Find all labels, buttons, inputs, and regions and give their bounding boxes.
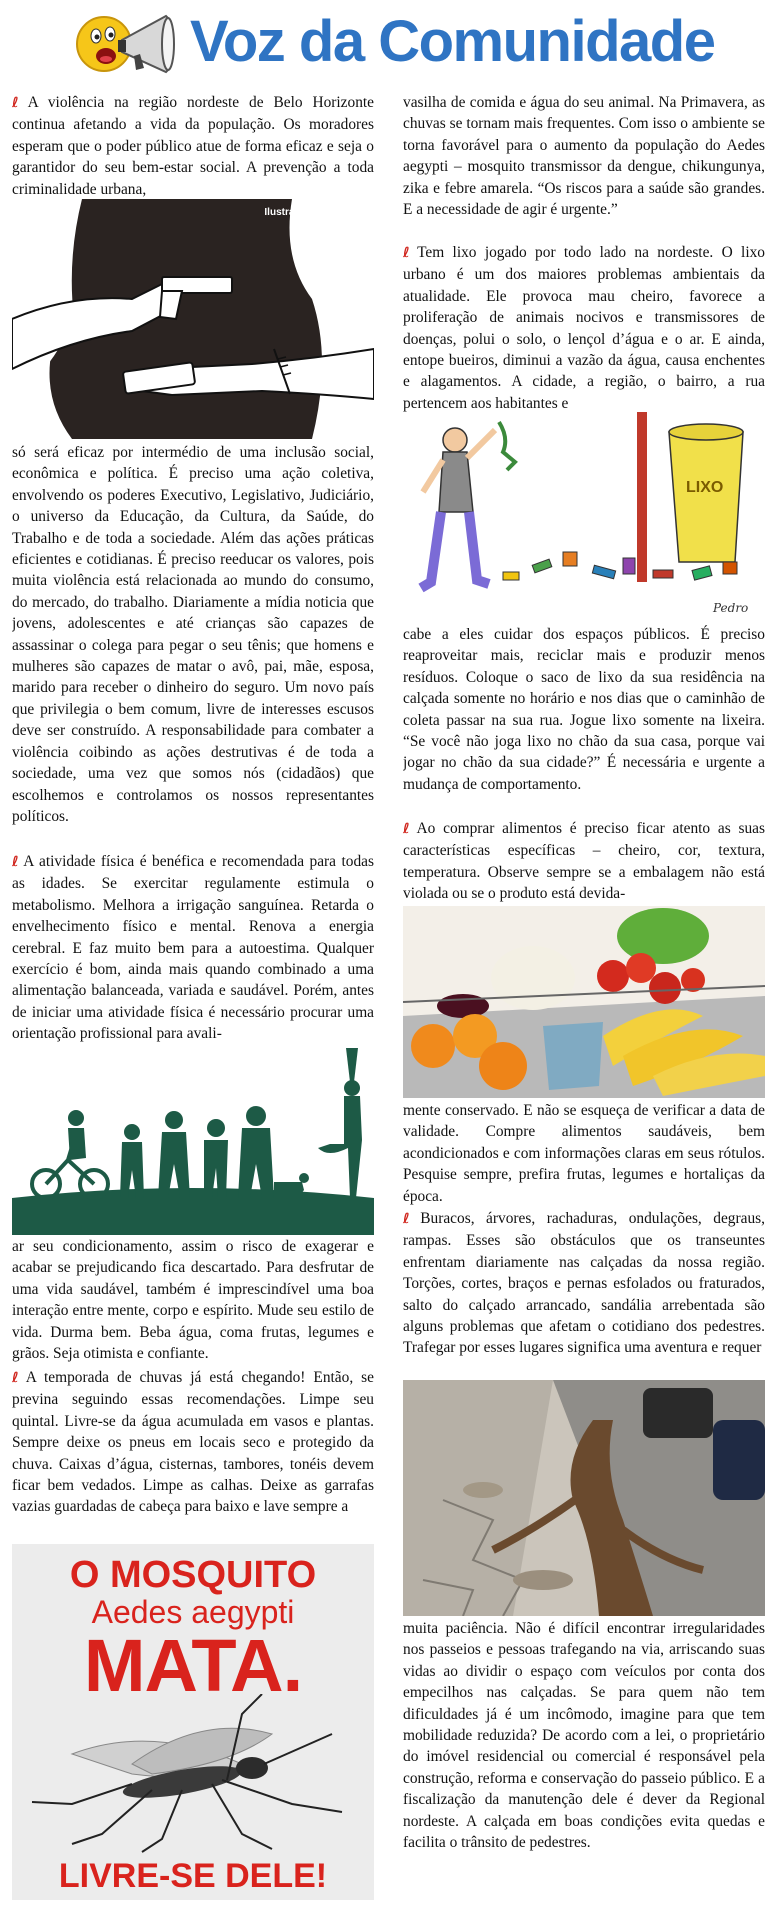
pen-bullet-icon: ℓ: [403, 1211, 418, 1227]
pen-bullet-icon: ℓ: [403, 821, 414, 837]
sidewalk-paragraph-1: ℓ Buracos, árvores, rachaduras, ondulações, degraus, rampas. Esses são obstáculos que os transeuntes enfrentam diariamente nas calçadas da nossa região. Torções, cortes, braços e pernas esfolados ou fraturados, salto do calçado arrancado, sandália arrebentada são alguns problemas que afetam o cotidiano dos pedestres. Trafegar por esses lugares significa uma aventura e requer: [403, 1210, 765, 1357]
mosquito-drawing: [12, 1694, 374, 1854]
masthead-title: Voz da Comunidade: [190, 9, 715, 74]
damaged-sidewalk-image: [403, 1380, 765, 1616]
exercise-paragraph-2: ar seu condicionamento, assim o risco de exagerar e acabar se prejudicando fica descartado. Para desfrutar de uma vida saudável, também é imprescindível uma boa interação entre mente, corpo e espírito. Mude seu estilo de vida. Durma bem. Beba água, coma frutas, legumes e grãos. Seja otimista e confiante.: [12, 1238, 374, 1363]
sidewalk-photo: [403, 1380, 765, 1616]
pen-bullet-icon: ℓ: [403, 245, 415, 261]
food-paragraph-1: ℓ Ao comprar alimentos é preciso ficar atento as suas características específicas – cheiro, cor, textura, temperatura. Observe sempre se a embalagem não está violada ou se o produto está devida-: [403, 820, 765, 903]
trash-illustration: [403, 412, 765, 622]
sidewalk-paragraph-2: muita paciência. Não é difícil encontrar irregularidades nos passeios e pessoas trafegando na via, arriscando suas vidas ao dividir o espaço com veículos por conta dos empecilhos nas calçadas. Se para quem não tem dificuldades já é um incômodo, imagine para que tem mobilidade reduzida? De acordo com a lei, o proprietário do imóvel residencial ou comercial é responsável pela construção, reforma e conservação do passeio público. E a fiscalização da manutenção dele é dever da Regional nordeste. A calçada em boas condições evita quedas e facilita o trânsito de pedestres.: [403, 1620, 765, 1852]
poster-line-1: O MOSQUITO: [69, 1554, 317, 1596]
trash-bin-label: LIXO: [686, 479, 724, 496]
exercise-illustration: [12, 1048, 374, 1235]
violence-illustration: [12, 199, 374, 439]
mosquito-poster: [12, 1544, 374, 1900]
poster-line-4: LIVRE-SE DELE!: [58, 1857, 328, 1895]
pen-bullet-icon: ℓ: [12, 854, 21, 870]
masthead: [0, 0, 783, 86]
trash-signature: Pedro: [713, 601, 749, 615]
megaphone-face-icon: [74, 6, 178, 78]
fruit-basket-image: [403, 906, 765, 1098]
exercise-paragraph-1: ℓ A atividade física é benéfica e recomendada para todas as idades. Se exercitar regulamente estimula o metabolismo. Melhora a irrigação sanguínea. Retarda o envelhecimento físico e mental. Renova a energia cerebral. E faz muito bem para a autoestima. Qualquer exercício é bom, ainda mais quando combinado a uma alimentação balanceada, variada e saudável. Porém, antes de iniciar uma atividade física é necessário procurar uma orientação profissional para avali-: [12, 853, 374, 1043]
littering-drawing: [403, 412, 765, 622]
violence-paragraph-1: ℓ A violência na região nordeste de Belo Horizonte continua afetando a vida da população. Os moradores esperam que o poder público atue de forma eficaz e seja o garantidor do seu bem-estar social. A prevenção a toda criminalidade urbana,: [12, 94, 374, 198]
pen-bullet-icon: ℓ: [12, 1370, 23, 1386]
armed-robbery-drawing: [12, 199, 374, 439]
pen-bullet-icon: ℓ: [12, 95, 25, 111]
violence-paragraph-2: só será eficaz por intermédio de uma inclusão social, econômica e política. É preciso uma ação coletiva, envolvendo os poderes Executivo, Legislativo, Judiciário, o universo da Educação, da Cultura, da Saúde, do Trabalho e de toda a sociedade. Além das ações práticas eficientes e cotidianas. É preciso reeducar os valores, pois muita violência está relacionada ao mundo do consumo, do mercado, do trabalho. Diariamente a mídia noticia que jovens, adolescentes e até crianças são capazes de assassinar o colega para pegar o seu tênis; que homens e mulheres são capazes de matar o avô, pai, mãe, esposa, marido para receber o dinheiro do seguro. Um novo país que privilegia o bem comum, livre de interesses escusos deve ser construído. A responsabilidade para combater a violência coibindo as ações destrutivas é de toda a sociedade, uma vez que somos nós (cidadãos) que escolhemos e controlamos os nossos representantes políticos.: [12, 444, 374, 825]
poster-line-3: MATA.: [83, 1624, 303, 1707]
rain-paragraph-1: ℓ A temporada de chuvas já está chegando! Então, se previna seguindo essas recomendações. Limpe seu quintal. Livre-se da água acumulada em vasos e plantas. Sempre deixe os pneus em locais seco e protegido da chuva. Caixas d’água, cisternas, tambores, tonéis devem ficar bem vedados. Limpe as calhas. Deixe as garrafas vazias guardadas de cabeça para baixo e lave sempre a: [12, 1369, 374, 1516]
image-credit: Ilustrações: Internet: [264, 207, 360, 218]
poster-line-2: Aedes aegypti: [91, 1594, 295, 1630]
people-exercising-silhouettes: [12, 1048, 374, 1235]
groceries-photo: [403, 906, 765, 1098]
trash-paragraph-2: cabe a eles cuidar dos espaços públicos. É preciso reaproveitar mais, reciclar mais e produzir menos resíduos. Coloque o saco de lixo da sua residência na calçada somente no horário e nos dias que o caminhão de coleta passar na sua rua. Jogue lixo somente na lixeira. “Se você não joga lixo no chão da sua casa, porque vai jogar no chão da sua cidade?” É necessária e urgente a mudança de comportamento.: [403, 626, 765, 793]
trash-paragraph-1: ℓ Tem lixo jogado por todo lado na nordeste. O lixo urbano é um dos maiores problemas ambientais da atualidade. Ele provoca mau cheiro, favorece a proliferação de animais nocivos e transmissores de doenças, polui o solo, o lençol d’água e o ar. E ainda, entope bueiros, diminui a vazão da água, causa enchentes e alagamentos. A cidade, a região, o bairro, a rua pertencem aos habitantes e: [403, 244, 765, 412]
rain-paragraph-2: vasilha de comida e água do seu animal. Na Primavera, as chuvas se tornam mais frequentes. Com isso o ambiente se torna favorável para o aumento da população do Aedes aegypti – mosquito transmissor da dengue, chikungunya, zika e febre amarela. “Os riscos para a saúde são grandes. E a necessidade de agir é urgente.”: [403, 94, 765, 219]
food-paragraph-2: mente conservado. E não se esqueça de verificar a data de validade. Compre alimentos saudáveis, bem acondicionados e com informações claras em seus rótulos. Pesquise sempre, prefira frutas, legumes e hortaliças da época.: [403, 1102, 765, 1205]
